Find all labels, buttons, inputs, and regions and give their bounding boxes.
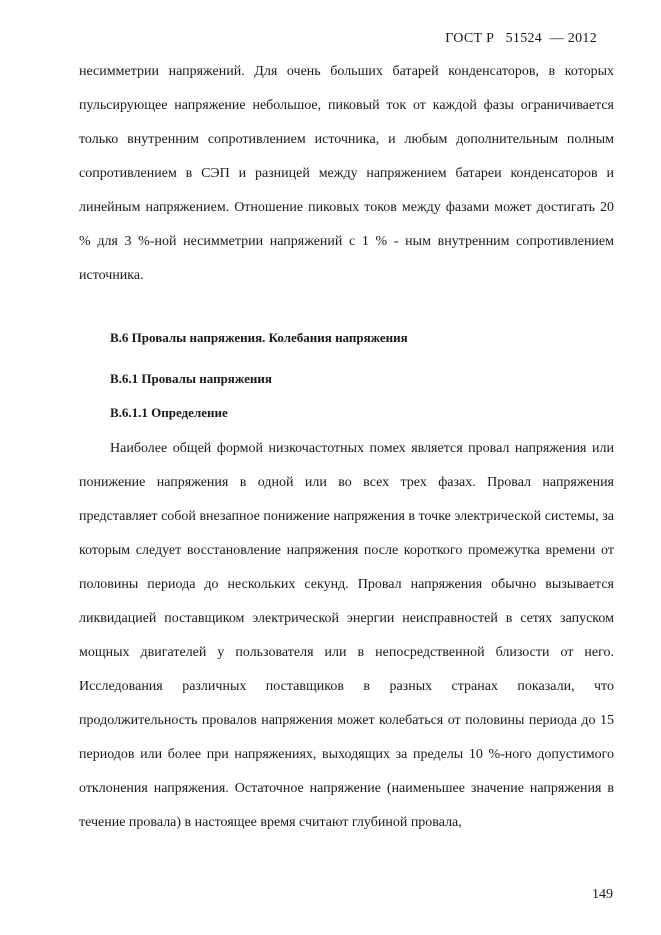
- paragraph-continuation: несимметрии напряжений. Для очень больших батарей конденсаторов, в которых пульсирующее напряжение небольшое, пиковый ток от каждой фазы ограничивается только внутренним сопротивлением источника, и любым дополнительным полным сопротивлением в СЭП и разницей между напряжением батареи конденсаторов и линейным напряжением. Отношение пиковых токов между фазами может достигать 20 % для 3 %-ной несимметрии напряжений с 1 % - ным внутренним сопротивлением источника.: [79, 64, 614, 283]
- paragraph-definition: Наиболее общей формой низкочастотных помех является провал напряжения или понижение напряжения в одной или во всех трех фазах. Провал напряжения представляет собой внезапное понижение напряжения в точке электрической системы, за которым следует восстановление напряжения после короткого промежутка времени от половины периода до нескольких секунд. Провал напряжения обычно вызывается ликвидацией поставщиком электрической энергии неисправностей в сетях запуском мощных двигателей у пользователя или в непосредственной близости от него. Исследования различных поставщиков в разных странах показали, что продолжительность провалов напряжения может колебаться от половины периода до 15 периодов или более при напряжениях, выходящих за пределы 10 %-ного допустимого отклонения напряжения. Остаточное напряжение (наименьшее значение напряжения в течение провала) в настоящее время считают глубиной провала,: [79, 441, 614, 830]
- section-heading: В.6 Провалы напряжения. Колебания напряжения: [110, 330, 408, 345]
- document-header: ГОСТ Р 51524 — 2012: [445, 31, 597, 46]
- subsection-heading: В.6.1 Провалы напряжения: [110, 371, 272, 386]
- page-number: 149: [592, 887, 613, 902]
- subsubsection-heading: В.6.1.1 Определение: [110, 405, 228, 420]
